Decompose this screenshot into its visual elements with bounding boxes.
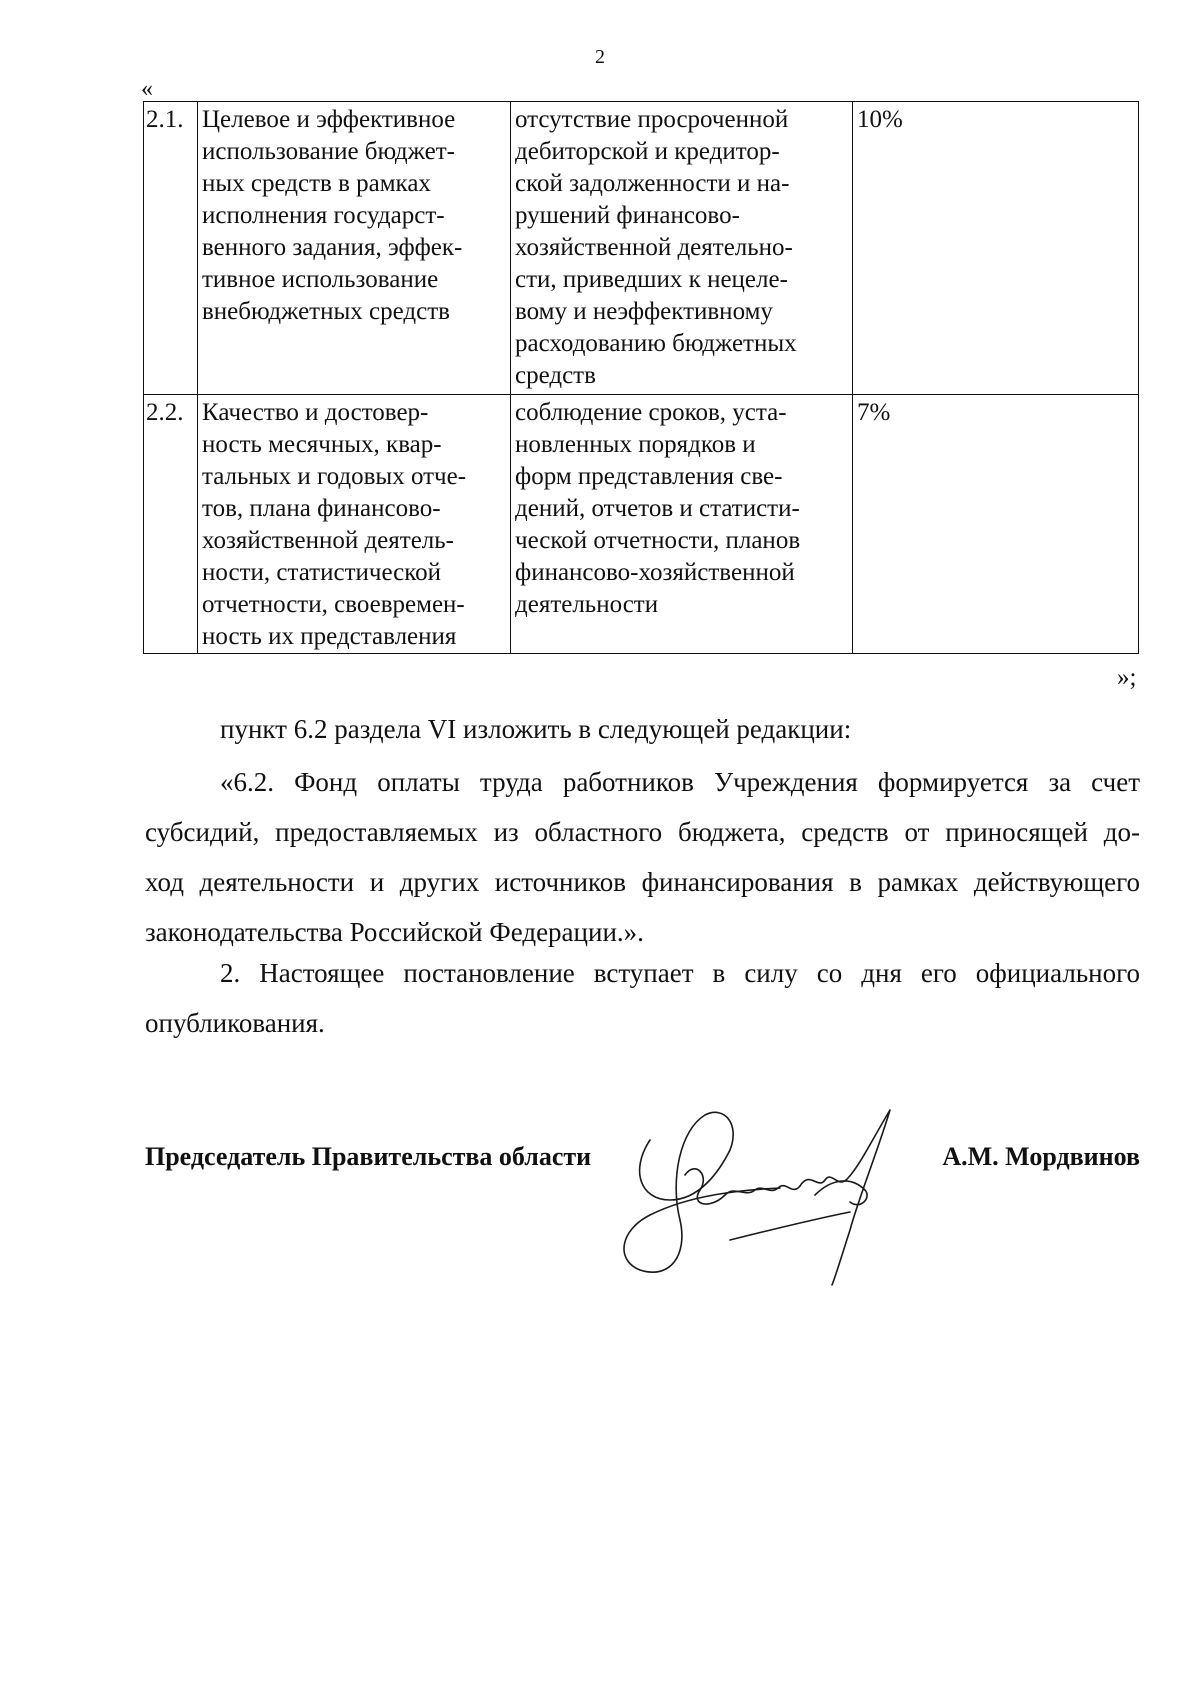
criterion-cell [198,395,511,654]
condition-line: хозяйственной деятельно- [515,234,793,261]
criterion-line: ности, статистической [202,559,442,586]
criterion-line: Целевое и эффективное [202,106,456,133]
condition-line: новленных порядков и [515,431,756,458]
paragraph-line: 2. Настоящее постановление вступает в силу со дня его официального [220,958,1140,988]
criterion-line: использование бюджет- [202,138,455,165]
criterion-line: хозяйственной деятель- [202,527,455,554]
condition-line: форм представления све- [515,463,783,490]
paragraph-line: законодательства Российской Федерации.». [145,917,644,947]
criterion-line: венного задания, эффек- [202,234,463,261]
condition-line: вому и неэффективному [515,298,773,325]
paragraph-line: пункт 6.2 раздела VI изложить в следующей редакции: [220,714,852,744]
table-row [144,102,1139,395]
percent-cell: 7% [853,395,1139,654]
criterion-line: тивное использование [202,266,439,293]
paragraph-line: субсидий, предоставляемых из областного бюджета, средств от приносящей до- [145,817,1140,847]
criterion-cell [198,102,511,395]
criterion-line: внебюджетных средств [202,298,450,325]
handwritten-signature [610,1080,930,1290]
criterion-line: ность их представления [202,623,457,650]
effective-date-clause [145,948,1140,1048]
table-row [144,395,1139,654]
condition-cell [511,395,853,654]
condition-line: средств [515,362,596,389]
paragraph-line: ход деятельности и других источников финансирования в рамках действующего [145,867,1140,897]
condition-line: ческой отчетности, планов [515,527,801,554]
condition-line: расходованию бюджетных [515,330,797,357]
signature-stroke [624,1112,780,1272]
criterion-line: ность месячных, квар- [202,431,442,458]
criterion-line: ных средств в рамках [202,170,431,197]
criterion-line: Качество и достовер- [202,399,429,426]
condition-line: ской задолженности и на- [515,170,790,197]
row-number: 2.1. [144,102,198,395]
signer-position: Председатель Правительства области [145,1142,592,1171]
amendment-text [145,757,1140,957]
condition-line: соблюдение сроков, уста- [515,399,787,426]
table-close-quote: »; [1117,664,1137,691]
page-number: 2 [595,46,605,68]
criterion-line: исполнения государст- [202,202,445,229]
condition-line: финансово-хозяйственной [515,559,795,586]
condition-cell [511,102,853,395]
signature-stroke [685,1169,800,1204]
row-number: 2.2. [144,395,198,654]
condition-line: дебиторской и кредитор- [515,138,780,165]
condition-line: дений, отчетов и статисти- [515,495,800,522]
criterion-line: отчетности, своевремен- [202,591,465,618]
signer-name: А.М. Мордвинов [942,1142,1140,1171]
criteria-table [143,101,1139,654]
paragraph-line: «6.2. Фонд оплаты труда работников Учреждения формируется за счет [220,767,1140,797]
amendment-intro [145,704,1140,754]
condition-line: отсутствие просроченной [515,106,789,133]
signature-stroke [730,1212,850,1240]
table-open-quote: « [141,76,153,102]
criterion-line: тальных и годовых отче- [202,463,467,490]
condition-line: рушений финансово- [515,202,740,229]
condition-line: деятельности [515,591,659,618]
signature-stroke [800,1110,890,1285]
percent-cell: 10% [853,102,1139,395]
paragraph-line: опубликования. [145,1008,325,1038]
condition-line: сти, приведших к нецеле- [515,266,788,293]
criterion-line: тов, плана финансово- [202,495,441,522]
